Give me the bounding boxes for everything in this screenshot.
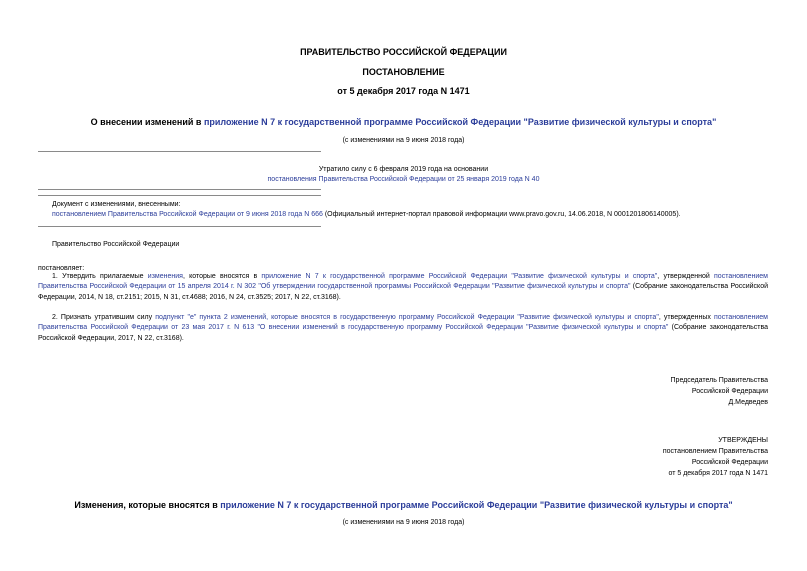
changes-heading-link[interactable]: приложение N 7 к государственной программе Российской Федерации "Развитие физической культуры и спорта" bbox=[220, 500, 733, 510]
changes-label: Документ с изменениями, внесенными: bbox=[52, 201, 181, 208]
approved-block bbox=[663, 435, 768, 479]
amended-note: (с изменениями на 9 июня 2018 года) bbox=[342, 137, 465, 144]
title-link[interactable]: приложение N 7 к государственной программе Российской Федерации "Развитие физической культуры и спорта" bbox=[203, 117, 717, 127]
expired-link[interactable]: постановления Правительства Российской Федерации от 25 января 2019 года N 40 bbox=[267, 176, 540, 183]
signature-country: Российской Федерации bbox=[691, 388, 768, 395]
divider bbox=[38, 151, 321, 152]
p2-link-subpoint[interactable]: подпункт "е" пункта 2 изменений, которые вносятся в государственную программу Российской Федерации "Развитие физической культуры и спорта" bbox=[155, 314, 659, 321]
changes-heading bbox=[0, 500, 807, 510]
p1-text: (Собрание законодательства Российской Федерации, 2014, N 18, ст.2151; 2015, N 31, ст.4688; 2016, N 24, ст.3525; 2017, N 22, ст.3168). bbox=[38, 283, 769, 301]
government-name: ПРАВИТЕЛЬСТВО РОССИЙСКОЙ ФЕДЕРАЦИИ bbox=[300, 47, 507, 57]
approved-date: от 5 декабря 2017 года N 1471 bbox=[668, 470, 768, 477]
p1-text: , утвержденной bbox=[657, 273, 715, 280]
p1-text: , которые вносятся в bbox=[182, 273, 262, 280]
changes-heading-prefix: Изменения, которые вносятся в bbox=[74, 500, 221, 510]
expired-note: Утратило силу с 6 февраля 2019 года на основании bbox=[318, 166, 489, 173]
document-date: от 5 декабря 2017 года N 1471 bbox=[337, 86, 470, 96]
paragraph-2 bbox=[38, 313, 768, 344]
approved-label: УТВЕРЖДЕНЫ bbox=[718, 437, 768, 444]
government-subject: Правительство Российской Федерации bbox=[52, 241, 180, 248]
divider bbox=[38, 189, 321, 190]
changes-source: (Официальный интернет-портал правовой информации www.pravo.gov.ru, 14.06.2018, N 0001201806140005). bbox=[322, 211, 681, 218]
divider bbox=[38, 195, 321, 196]
signature-name: Д.Медведев bbox=[728, 399, 768, 406]
paragraph-1 bbox=[38, 272, 768, 303]
p2-text: (Собрание законодательства Российской Федерации, 2017, N 22, ст.3168). bbox=[38, 324, 768, 342]
p1-link-appendix[interactable]: приложение N 7 к государственной программе Российской Федерации "Развитие физической культуры и спорта" bbox=[261, 273, 658, 280]
title-prefix: О внесении изменений в bbox=[90, 117, 204, 127]
p2-link-decree[interactable]: постановлением Правительства Российской Федерации от 23 мая 2017 г. N 613 "О внесении изменений в государственную программу Российской Федерации "Развитие физической культуры и спорта" bbox=[38, 314, 768, 332]
p2-text: , утвержденных bbox=[658, 314, 715, 321]
decrees-word: постановляет: bbox=[38, 265, 85, 272]
approved-country: Российской Федерации bbox=[691, 459, 768, 466]
document-title bbox=[0, 117, 807, 127]
p2-text: 2. Признать утратившим силу bbox=[52, 314, 156, 321]
divider bbox=[38, 226, 321, 227]
p1-link-decree[interactable]: постановлением Правительства Российской Федерации от 15 апреля 2014 г. N 302 "Об утверждении государственной программы Российской Федерации "Развитие физической культуры и спорта" bbox=[38, 273, 768, 291]
footer-amended-note: (с изменениями на 9 июня 2018 года) bbox=[342, 519, 465, 526]
signature-title: Председатель Правительства bbox=[670, 377, 768, 384]
approved-by: постановлением Правительства bbox=[662, 448, 768, 455]
changes-line bbox=[52, 210, 782, 220]
signature-block bbox=[671, 375, 768, 408]
changes-link[interactable]: постановлением Правительства Российской Федерации от 9 июня 2018 года N 666 bbox=[52, 211, 323, 218]
p1-link-changes[interactable]: изменения bbox=[147, 273, 183, 280]
p1-text: 1. Утвердить прилагаемые bbox=[52, 273, 148, 280]
document-type: ПОСТАНОВЛЕНИЕ bbox=[362, 67, 445, 77]
